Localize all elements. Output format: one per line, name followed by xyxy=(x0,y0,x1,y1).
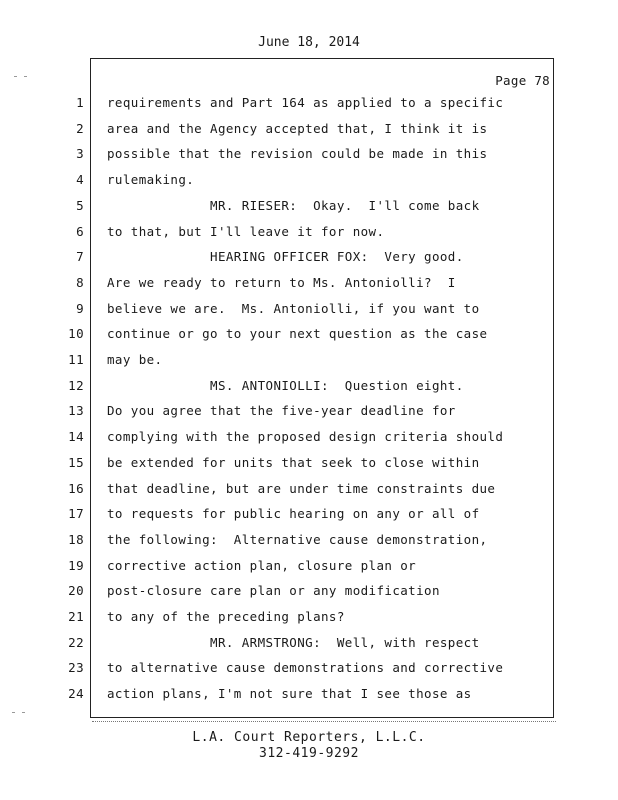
line-text: post-closure care plan or any modification xyxy=(107,583,440,599)
line-text: to any of the preceding plans? xyxy=(107,609,345,624)
transcript-line xyxy=(0,275,618,295)
transcript-line xyxy=(0,532,618,552)
line-text: MR. ARMSTRONG: Well, with respect xyxy=(107,634,480,650)
line-text: complying with the proposed design criteria should xyxy=(107,429,504,445)
line-number: 4 xyxy=(76,172,84,188)
transcript-line xyxy=(0,301,618,321)
transcript-line xyxy=(0,583,618,603)
line-number: 2 xyxy=(76,120,84,136)
line-number: 1 xyxy=(76,95,84,110)
line-number: 22 xyxy=(68,634,84,650)
line-number: 10 xyxy=(68,326,84,342)
transcript-line xyxy=(0,172,618,192)
line-text: possible that the revision could be made in this xyxy=(107,146,488,162)
line-text: be extended for units that seek to close within xyxy=(107,454,480,470)
line-text: requirements and Part 164 as applied to a specific xyxy=(107,95,504,110)
line-number: 12 xyxy=(68,377,84,393)
line-text: to requests for public hearing on any or all of xyxy=(107,506,480,522)
line-text: to that, but I'll leave it for now. xyxy=(107,223,385,239)
line-number: 23 xyxy=(68,660,84,676)
transcript-line xyxy=(0,121,618,141)
frame-bottom-edge xyxy=(92,717,556,722)
transcript-line xyxy=(0,481,618,501)
transcript-line xyxy=(0,198,618,218)
transcript-line xyxy=(0,146,618,166)
line-text: Do you agree that the five-year deadline for xyxy=(107,403,456,419)
transcript-line xyxy=(0,326,618,346)
line-number: 19 xyxy=(68,557,84,573)
transcript-line xyxy=(0,224,618,244)
transcript-line xyxy=(0,403,618,423)
transcript-line xyxy=(0,558,618,578)
line-number: 14 xyxy=(68,429,84,445)
page-header-date: June 18, 2014 xyxy=(258,35,360,50)
scan-speck xyxy=(24,76,27,77)
line-number: 6 xyxy=(76,223,84,239)
line-text: area and the Agency accepted that, I think it is xyxy=(107,120,488,136)
line-text: continue or go to your next question as the case xyxy=(107,326,488,342)
transcript-line xyxy=(0,429,618,449)
line-number: 18 xyxy=(68,531,84,547)
transcript-line xyxy=(0,95,618,115)
line-text: Are we ready to return to Ms. Antoniolli? I xyxy=(107,274,456,290)
transcript-line xyxy=(0,609,618,629)
footer-company: L.A. Court Reporters, L.L.C. xyxy=(192,730,426,745)
line-number: 17 xyxy=(68,506,84,522)
line-text: action plans, I'm not sure that I see those as xyxy=(107,686,472,702)
transcript-line xyxy=(0,249,618,269)
scan-speck xyxy=(14,76,17,77)
line-number: 15 xyxy=(68,454,84,470)
line-text: MR. RIESER: Okay. I'll come back xyxy=(107,197,480,213)
line-text: to alternative cause demonstrations and corrective xyxy=(107,660,504,676)
page-number: Page 78 xyxy=(495,73,550,88)
line-text: may be. xyxy=(107,352,163,367)
scan-speck xyxy=(12,712,15,713)
line-number: 7 xyxy=(76,249,84,265)
scan-speck xyxy=(22,712,25,713)
line-number: 5 xyxy=(76,197,84,213)
transcript-line xyxy=(0,352,618,372)
footer-phone: 312-419-9292 xyxy=(259,746,359,761)
line-text: the following: Alternative cause demonstration, xyxy=(107,531,488,547)
transcript-line xyxy=(0,660,618,680)
line-number: 13 xyxy=(68,403,84,419)
line-number: 16 xyxy=(68,480,84,496)
line-text: HEARING OFFICER FOX: Very good. xyxy=(107,249,464,265)
transcript-line xyxy=(0,455,618,475)
line-number: 20 xyxy=(68,583,84,599)
line-number: 21 xyxy=(68,609,84,624)
line-text: that deadline, but are under time constraints due xyxy=(107,480,496,496)
line-number: 24 xyxy=(68,686,84,702)
line-text: believe we are. Ms. Antoniolli, if you want to xyxy=(107,300,480,316)
line-number: 3 xyxy=(76,146,84,162)
transcript-line xyxy=(0,378,618,398)
transcript-line xyxy=(0,635,618,655)
transcript-line xyxy=(0,506,618,526)
line-text: corrective action plan, closure plan or xyxy=(107,557,417,573)
line-text: MS. ANTONIOLLI: Question eight. xyxy=(107,377,464,393)
line-text: rulemaking. xyxy=(107,172,195,188)
line-number: 9 xyxy=(76,300,84,316)
transcript-line xyxy=(0,686,618,706)
line-number: 11 xyxy=(68,352,84,367)
line-number: 8 xyxy=(76,274,84,290)
